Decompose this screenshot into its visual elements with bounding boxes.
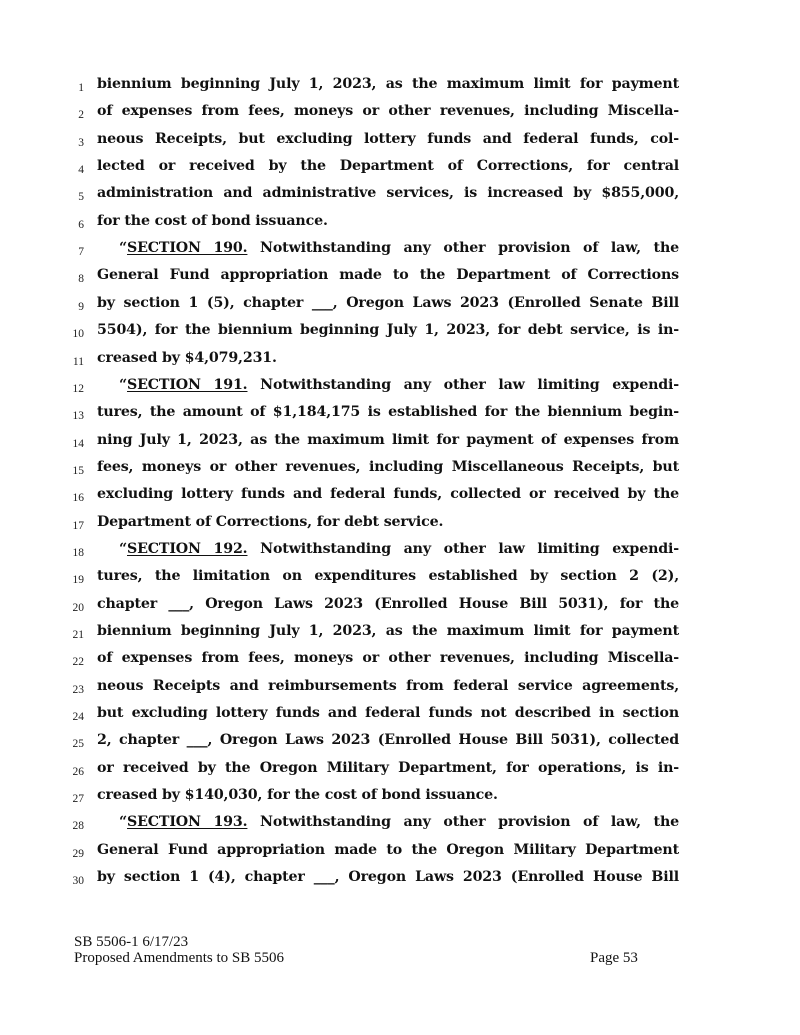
line-number: 21 bbox=[72, 629, 84, 641]
document-line bbox=[0, 650, 800, 677]
line-number: 17 bbox=[72, 519, 84, 532]
document-line bbox=[0, 705, 800, 732]
document-line bbox=[0, 432, 800, 459]
line-text: neous Receipts and reimbursements from federal service agreements, bbox=[97, 677, 679, 694]
document-line bbox=[0, 76, 800, 103]
line-number: 27 bbox=[72, 793, 84, 806]
document-line bbox=[0, 131, 800, 158]
open-quote: “ bbox=[119, 814, 128, 831]
line-text: neous Receipts, but excluding lottery funds and federal funds, col- bbox=[97, 130, 679, 147]
line-number: 26 bbox=[72, 765, 84, 778]
line-text: General Fund appropriation made to the Oregon Military Department bbox=[97, 841, 679, 858]
line-text: 5504), for the biennium beginning July 1, 2023, for debt service, is in- bbox=[97, 322, 679, 339]
line-number: 20 bbox=[72, 601, 84, 614]
document-line bbox=[0, 295, 800, 322]
footer-bill-date: SB 5506-1 6/17/23 bbox=[74, 934, 189, 950]
document-line bbox=[0, 814, 800, 841]
line-text bbox=[119, 814, 679, 830]
line-text: excluding lottery funds and federal funds, collected or received by the bbox=[97, 486, 679, 503]
document-line bbox=[0, 869, 800, 896]
line-number: 16 bbox=[72, 492, 84, 505]
line-number: 29 bbox=[72, 847, 84, 860]
line-text: administration and administrative services, is increased by $855,000, bbox=[97, 185, 679, 202]
document-line bbox=[0, 514, 800, 541]
line-number: 3 bbox=[78, 136, 84, 149]
document-line bbox=[0, 596, 800, 623]
line-text: of expenses from fees, moneys or other revenues, including Miscella- bbox=[97, 103, 679, 120]
document-line bbox=[0, 185, 800, 212]
line-text-rest: Notwithstanding any other provision of law, the bbox=[247, 240, 679, 257]
line-text bbox=[119, 541, 679, 557]
line-text: tures, the amount of $1,184,175 is established for the biennium begin- bbox=[97, 404, 679, 421]
line-number: 15 bbox=[72, 464, 84, 477]
section-heading: SECTION 193. bbox=[127, 814, 248, 831]
document-line bbox=[0, 678, 800, 705]
line-text-rest: Notwithstanding any other law limiting expendi- bbox=[247, 540, 679, 557]
line-text: lected or received by the Department of Corrections, for central bbox=[97, 158, 679, 175]
line-text-rest: Notwithstanding any other law limiting expendi- bbox=[247, 376, 679, 393]
open-quote: “ bbox=[119, 540, 128, 557]
document-line bbox=[0, 787, 800, 814]
line-text: creased by $4,079,231. bbox=[97, 349, 277, 366]
line-text: biennium beginning July 1, 2023, as the maximum limit for payment bbox=[97, 76, 679, 92]
line-number: 7 bbox=[78, 246, 84, 259]
footer-row bbox=[74, 950, 654, 967]
line-text: Department of Corrections, for debt service. bbox=[97, 513, 444, 530]
line-number: 5 bbox=[78, 191, 84, 204]
line-text: chapter ___, Oregon Laws 2023 (Enrolled House Bill 5031), for the bbox=[97, 595, 679, 612]
line-text: of expenses from fees, moneys or other revenues, including Miscella- bbox=[97, 650, 679, 667]
line-text-rest: Notwithstanding any other provision of law, the bbox=[247, 814, 679, 831]
document-line bbox=[0, 486, 800, 513]
line-text: or received by the Oregon Military Department, for operations, is in- bbox=[97, 759, 679, 776]
line-number: 9 bbox=[78, 300, 84, 313]
line-text: 2, chapter ___, Oregon Laws 2023 (Enrolled House Bill 5031), collected bbox=[97, 732, 679, 749]
open-quote: “ bbox=[119, 376, 128, 393]
line-number: 22 bbox=[72, 656, 84, 669]
document-line bbox=[0, 760, 800, 787]
line-number: 1 bbox=[78, 82, 84, 94]
document-line bbox=[0, 568, 800, 595]
footer-subtitle: Proposed Amendments to SB 5506 bbox=[74, 950, 285, 966]
document-line bbox=[0, 404, 800, 431]
line-text bbox=[119, 377, 679, 393]
document-line bbox=[0, 158, 800, 185]
line-number: 25 bbox=[72, 738, 84, 751]
line-text: by section 1 (4), chapter ___, Oregon Laws 2023 (Enrolled House Bill bbox=[97, 869, 679, 886]
line-number: 14 bbox=[72, 437, 84, 450]
document-line bbox=[0, 459, 800, 486]
line-text: ning July 1, 2023, as the maximum limit for payment of expenses from bbox=[97, 431, 679, 448]
line-number: 8 bbox=[78, 273, 84, 286]
document-line bbox=[0, 623, 800, 650]
line-number: 11 bbox=[72, 355, 84, 368]
document-line bbox=[0, 103, 800, 130]
line-text: biennium beginning July 1, 2023, as the maximum limit for payment bbox=[97, 623, 679, 639]
document-line bbox=[0, 240, 800, 267]
document-line bbox=[0, 267, 800, 294]
line-number: 28 bbox=[72, 820, 84, 833]
line-text: fees, moneys or other revenues, including Miscellaneous Receipts, but bbox=[97, 458, 679, 475]
line-number: 23 bbox=[72, 683, 84, 696]
line-number: 4 bbox=[78, 164, 84, 177]
line-number: 12 bbox=[72, 382, 84, 395]
page-number: Page 53 bbox=[590, 950, 638, 966]
section-heading: SECTION 191. bbox=[127, 376, 248, 393]
document-line bbox=[0, 377, 800, 404]
line-text: by section 1 (5), chapter ___, Oregon Laws 2023 (Enrolled Senate Bill bbox=[97, 294, 679, 311]
document-line bbox=[0, 732, 800, 759]
line-text: for the cost of bond issuance. bbox=[97, 212, 328, 229]
line-number: 6 bbox=[78, 218, 84, 231]
line-number: 24 bbox=[72, 711, 84, 724]
line-number: 18 bbox=[72, 546, 84, 559]
line-number: 30 bbox=[72, 875, 84, 888]
line-text: but excluding lottery funds and federal funds not described in section bbox=[97, 705, 679, 722]
line-number: 19 bbox=[72, 574, 84, 587]
document-line bbox=[0, 842, 800, 869]
section-heading: SECTION 192. bbox=[127, 540, 248, 557]
open-quote: “ bbox=[119, 240, 128, 257]
document-line bbox=[0, 213, 800, 240]
document-line bbox=[0, 322, 800, 349]
section-heading: SECTION 190. bbox=[127, 240, 248, 257]
line-text bbox=[119, 240, 679, 256]
line-text: tures, the limitation on expenditures established by section 2 (2), bbox=[97, 568, 679, 585]
line-number: 10 bbox=[72, 328, 84, 341]
document-line bbox=[0, 350, 800, 377]
line-text: General Fund appropriation made to the Department of Corrections bbox=[97, 267, 679, 284]
line-text: creased by $140,030, for the cost of bond issuance. bbox=[97, 787, 498, 804]
line-number: 2 bbox=[78, 109, 84, 122]
line-number: 13 bbox=[72, 410, 84, 423]
document-line bbox=[0, 541, 800, 568]
